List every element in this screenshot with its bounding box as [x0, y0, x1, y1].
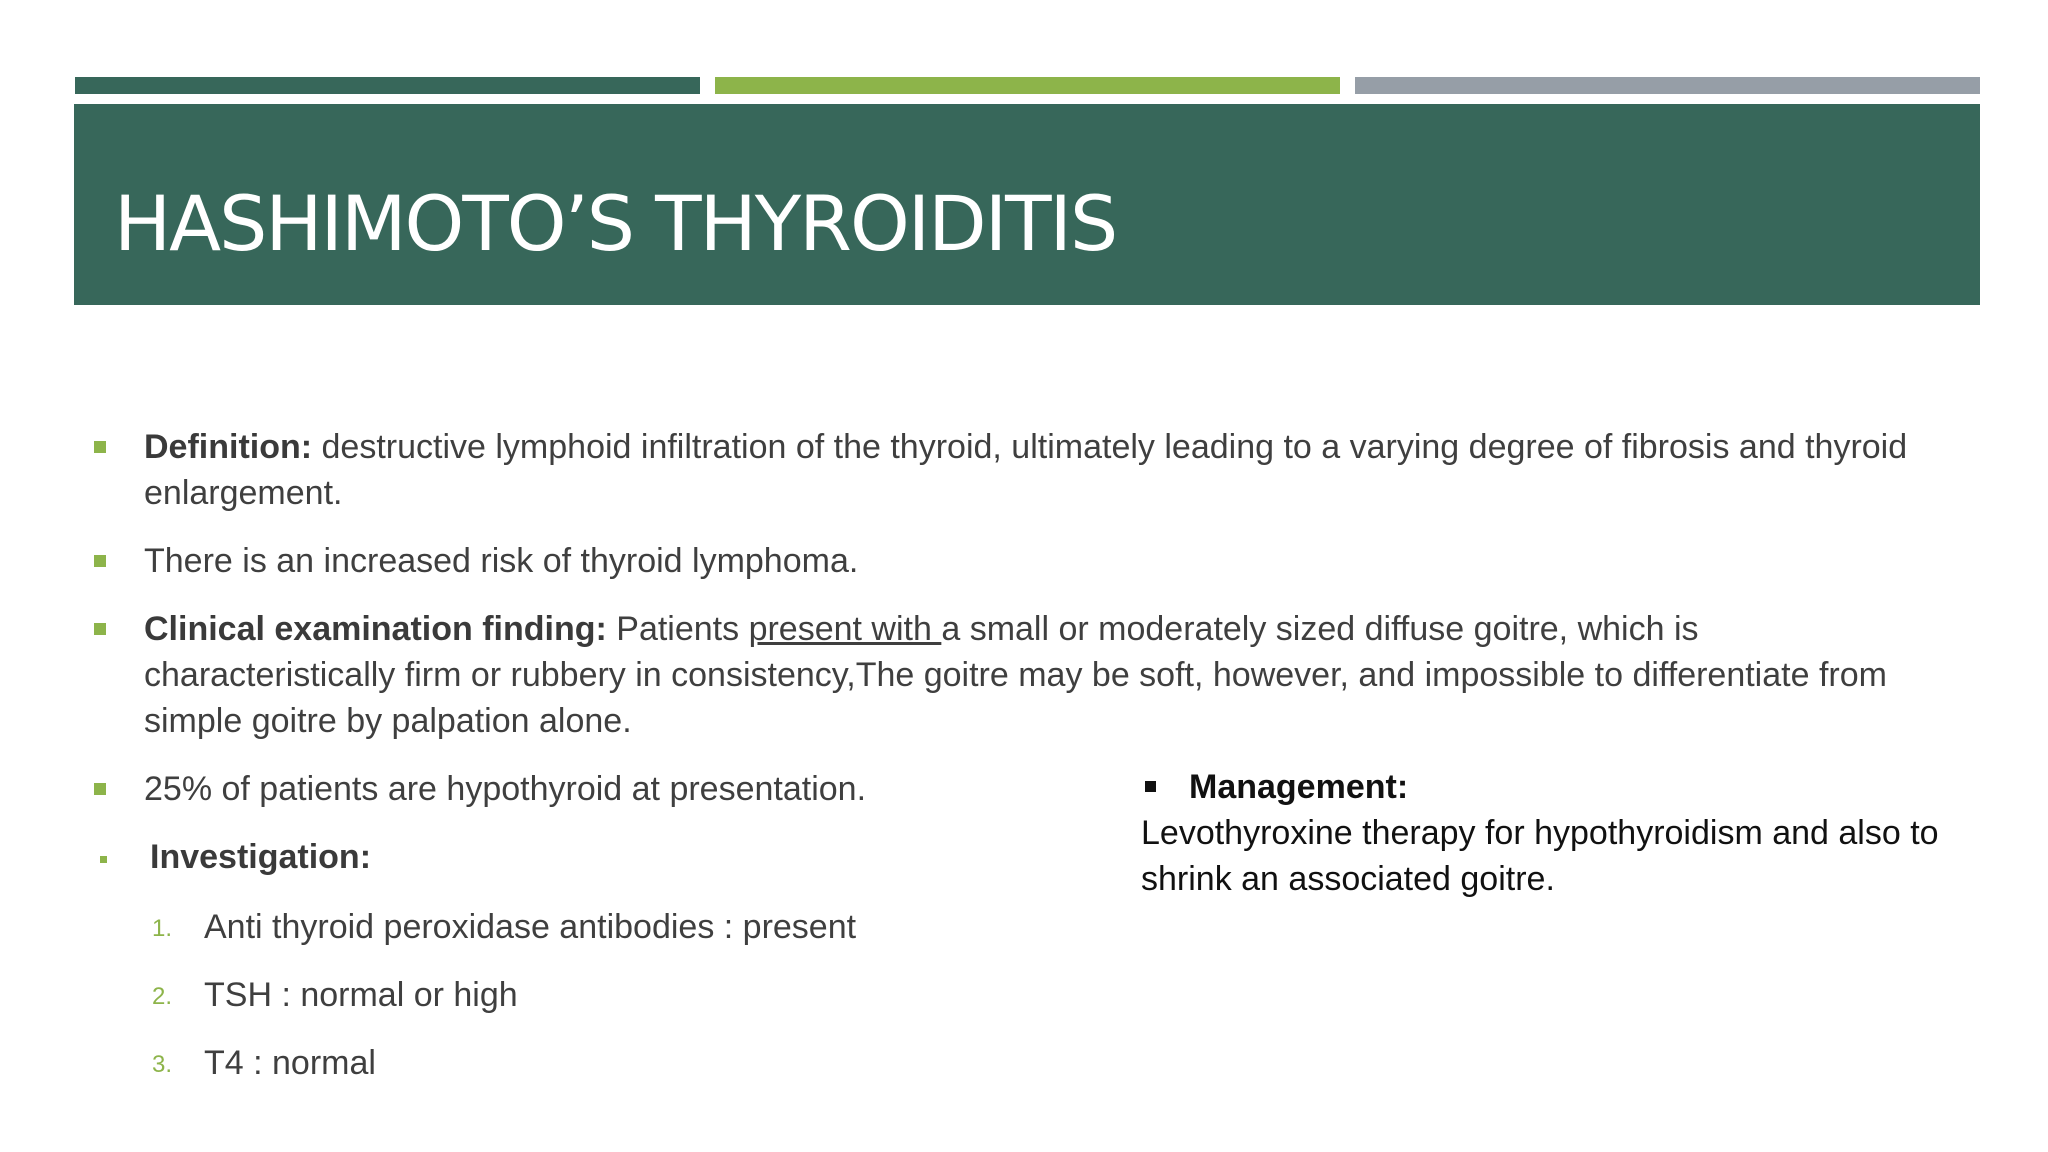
list-number: 2. — [152, 983, 173, 1010]
list-number: 1. — [152, 915, 173, 942]
hypothyroid-text: 25% of patients are hypothyroid at presentation. — [144, 770, 867, 808]
bullet-risk — [88, 538, 1908, 584]
management-heading — [1141, 764, 1991, 810]
accent-stripe-dark-green — [75, 77, 700, 94]
list-item-text: TSH : normal or high — [204, 976, 518, 1014]
clinical-underlined-text: present with — [748, 610, 942, 648]
risk-text: There is an increased risk of thyroid lymphoma. — [144, 542, 859, 580]
title-banner — [74, 104, 1980, 305]
clinical-text-after: a small or moderately sized diffuse goitre, which is characteristically firm or rubbery in consistency,The goitre may be soft, however, and impossible to differentiate from simple goitre by palpation alone. — [144, 610, 1887, 740]
accent-stripe-light-green — [715, 77, 1340, 94]
square-bullet-icon — [94, 783, 106, 795]
accent-stripe-gray — [1355, 77, 1980, 94]
list-number: 3. — [152, 1051, 173, 1078]
bullet-definition — [88, 424, 1908, 516]
list-item-text: Anti thyroid peroxidase antibodies : present — [204, 908, 857, 946]
management-label: Management: — [1189, 768, 1409, 806]
clinical-text-before: Patients — [606, 610, 749, 648]
list-item — [150, 972, 856, 1018]
investigation-label: Investigation: — [150, 838, 372, 876]
small-square-bullet-icon — [100, 856, 107, 863]
management-box — [1141, 764, 1991, 902]
definition-label: Definition: — [144, 428, 313, 466]
definition-text: destructive lymphoid infiltration of the thyroid, ultimately leading to a varying degree of fibrosis and thyroid enlargement. — [144, 428, 1908, 512]
slide-title: HASHIMOTO’S THYROIDITIS — [114, 179, 1117, 268]
bullet-clinical — [88, 606, 1908, 744]
list-item-text: T4 : normal — [204, 1044, 376, 1082]
investigation-numbered-list — [150, 904, 856, 1108]
list-item — [150, 904, 856, 950]
square-bullet-icon — [94, 623, 106, 635]
list-item — [150, 1040, 856, 1086]
management-text: Levothyroxine therapy for hypothyroidism and also to shrink an associated goitre. — [1141, 814, 1939, 898]
square-bullet-icon — [94, 441, 106, 453]
square-bullet-icon — [1145, 781, 1156, 792]
square-bullet-icon — [94, 555, 106, 567]
clinical-label: Clinical examination finding: — [144, 610, 607, 648]
